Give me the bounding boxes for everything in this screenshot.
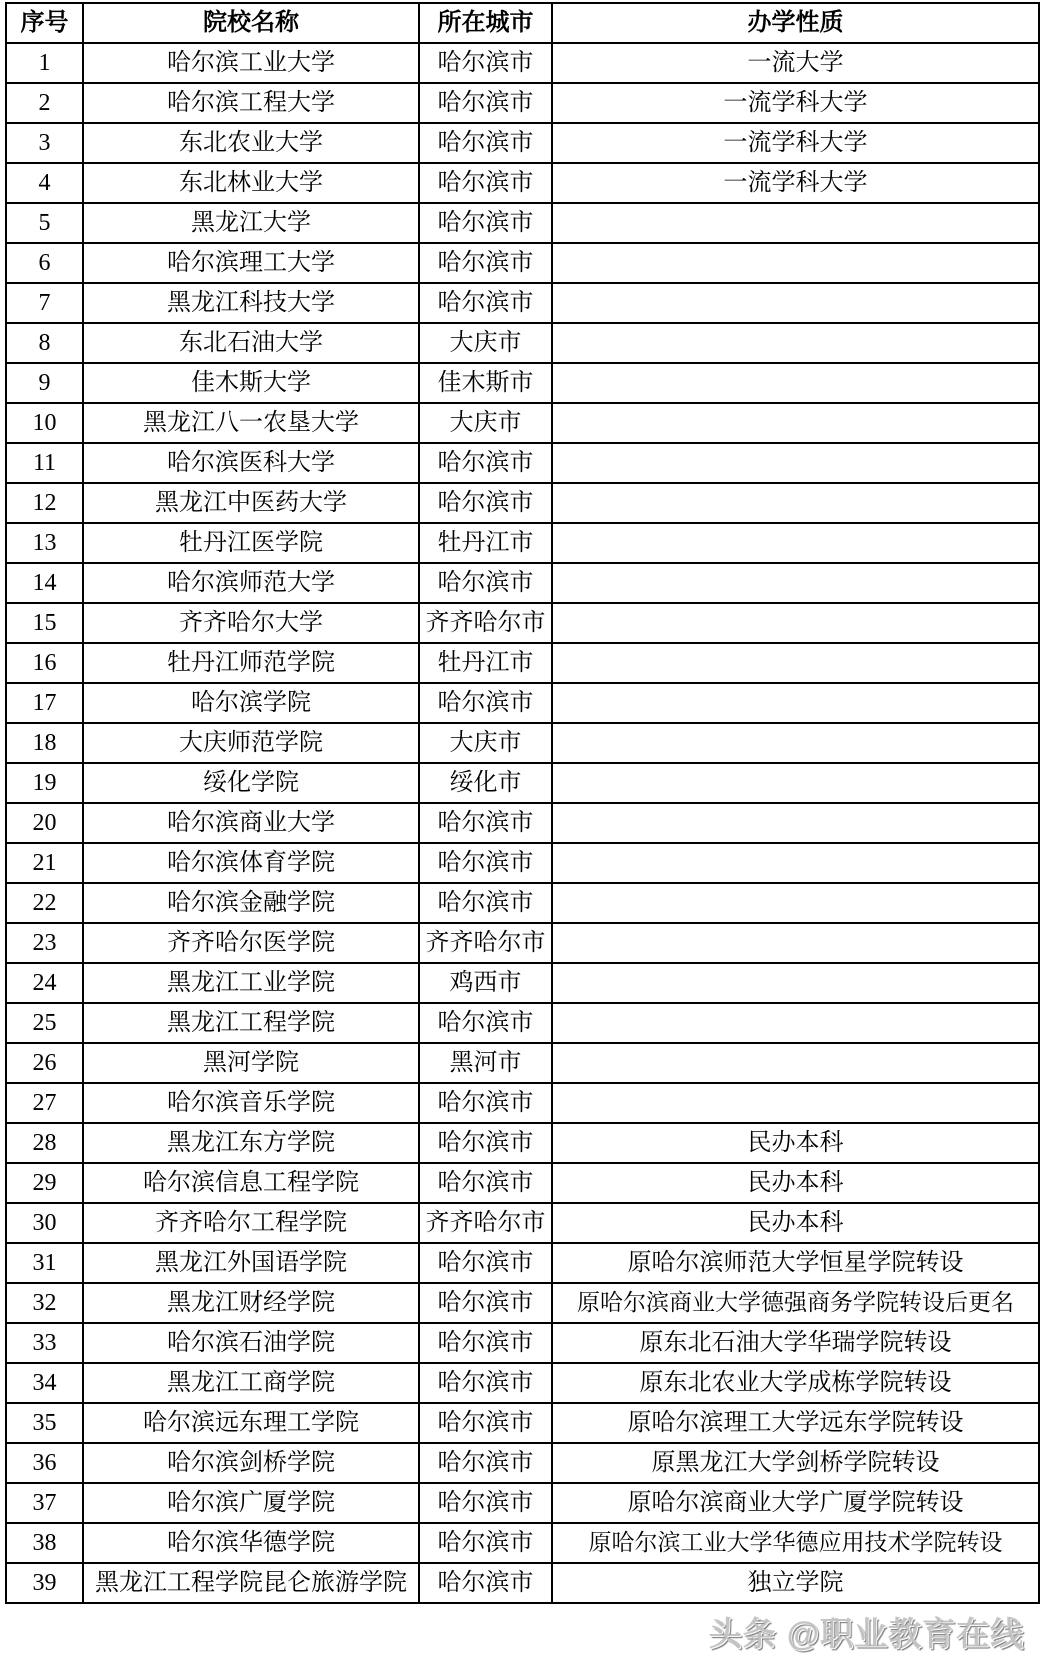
cell-name: 黑龙江外国语学院	[83, 1243, 419, 1283]
cell-no: 1	[6, 43, 83, 83]
cell-city: 哈尔滨市	[419, 1523, 552, 1563]
cell-no: 18	[6, 723, 83, 763]
table-row	[6, 443, 1039, 483]
cell-nature: 原哈尔滨工业大学华德应用技术学院转设	[552, 1523, 1039, 1563]
cell-no: 23	[6, 923, 83, 963]
cell-no: 5	[6, 203, 83, 243]
cell-city: 鸡西市	[419, 963, 552, 1003]
cell-nature: 一流学科大学	[552, 163, 1039, 203]
cell-no: 4	[6, 163, 83, 203]
university-table	[5, 2, 1040, 1604]
cell-name: 绥化学院	[83, 763, 419, 803]
cell-city: 哈尔滨市	[419, 243, 552, 283]
cell-no: 7	[6, 283, 83, 323]
table-row	[6, 1403, 1039, 1443]
table-row	[6, 483, 1039, 523]
cell-city: 牡丹江市	[419, 643, 552, 683]
cell-nature	[552, 1083, 1039, 1123]
header-cell-nature: 办学性质	[552, 3, 1039, 43]
cell-name: 牡丹江师范学院	[83, 643, 419, 683]
table-row	[6, 1523, 1039, 1563]
cell-name: 黑龙江东方学院	[83, 1123, 419, 1163]
cell-no: 35	[6, 1403, 83, 1443]
cell-city: 哈尔滨市	[419, 1123, 552, 1163]
cell-nature: 原哈尔滨理工大学远东学院转设	[552, 1403, 1039, 1443]
cell-no: 15	[6, 603, 83, 643]
cell-no: 8	[6, 323, 83, 363]
table-row	[6, 843, 1039, 883]
cell-nature	[552, 563, 1039, 603]
cell-nature: 民办本科	[552, 1203, 1039, 1243]
cell-city: 哈尔滨市	[419, 43, 552, 83]
table-row	[6, 763, 1039, 803]
cell-no: 34	[6, 1363, 83, 1403]
table-row	[6, 363, 1039, 403]
table-row	[6, 1363, 1039, 1403]
table-row	[6, 1323, 1039, 1363]
table-row	[6, 1243, 1039, 1283]
cell-no: 24	[6, 963, 83, 1003]
header-row	[6, 3, 1039, 43]
cell-no: 36	[6, 1443, 83, 1483]
cell-nature	[552, 883, 1039, 923]
cell-no: 11	[6, 443, 83, 483]
cell-city: 哈尔滨市	[419, 1283, 552, 1323]
cell-no: 21	[6, 843, 83, 883]
table-row	[6, 323, 1039, 363]
cell-city: 哈尔滨市	[419, 163, 552, 203]
table-row	[6, 1483, 1039, 1523]
cell-nature	[552, 523, 1039, 563]
cell-nature: 原黑龙江大学剑桥学院转设	[552, 1443, 1039, 1483]
cell-name: 黑龙江科技大学	[83, 283, 419, 323]
cell-nature	[552, 323, 1039, 363]
cell-nature	[552, 1043, 1039, 1083]
cell-city: 哈尔滨市	[419, 563, 552, 603]
cell-city: 哈尔滨市	[419, 803, 552, 843]
cell-city: 哈尔滨市	[419, 483, 552, 523]
cell-city: 齐齐哈尔市	[419, 603, 552, 643]
table-row	[6, 1163, 1039, 1203]
table-row	[6, 403, 1039, 443]
cell-nature	[552, 723, 1039, 763]
cell-name: 哈尔滨广厦学院	[83, 1483, 419, 1523]
cell-name: 齐齐哈尔大学	[83, 603, 419, 643]
cell-no: 29	[6, 1163, 83, 1203]
cell-name: 黑龙江中医药大学	[83, 483, 419, 523]
table-row	[6, 1043, 1039, 1083]
cell-name: 哈尔滨信息工程学院	[83, 1163, 419, 1203]
cell-name: 哈尔滨商业大学	[83, 803, 419, 843]
cell-nature	[552, 203, 1039, 243]
cell-nature	[552, 683, 1039, 723]
cell-no: 3	[6, 123, 83, 163]
cell-no: 22	[6, 883, 83, 923]
table-row	[6, 683, 1039, 723]
cell-city: 哈尔滨市	[419, 203, 552, 243]
cell-no: 37	[6, 1483, 83, 1523]
cell-city: 哈尔滨市	[419, 683, 552, 723]
cell-no: 9	[6, 363, 83, 403]
cell-no: 12	[6, 483, 83, 523]
cell-name: 哈尔滨远东理工学院	[83, 1403, 419, 1443]
cell-nature	[552, 803, 1039, 843]
cell-city: 哈尔滨市	[419, 843, 552, 883]
cell-name: 黑龙江工程学院	[83, 1003, 419, 1043]
cell-name: 哈尔滨工程大学	[83, 83, 419, 123]
cell-no: 26	[6, 1043, 83, 1083]
cell-name: 齐齐哈尔医学院	[83, 923, 419, 963]
cell-city: 哈尔滨市	[419, 1443, 552, 1483]
cell-no: 16	[6, 643, 83, 683]
cell-city: 哈尔滨市	[419, 283, 552, 323]
cell-no: 25	[6, 1003, 83, 1043]
cell-name: 哈尔滨石油学院	[83, 1323, 419, 1363]
table-row	[6, 963, 1039, 1003]
cell-city: 哈尔滨市	[419, 1403, 552, 1443]
cell-city: 哈尔滨市	[419, 1563, 552, 1603]
cell-name: 哈尔滨音乐学院	[83, 1083, 419, 1123]
cell-name: 东北石油大学	[83, 323, 419, 363]
cell-city: 哈尔滨市	[419, 1323, 552, 1363]
cell-name: 东北林业大学	[83, 163, 419, 203]
cell-no: 31	[6, 1243, 83, 1283]
toutiao-watermark: 头条 @职业教育在线	[708, 1615, 1024, 1652]
table-row	[6, 563, 1039, 603]
cell-city: 哈尔滨市	[419, 1083, 552, 1123]
table-row	[6, 1083, 1039, 1123]
cell-city: 齐齐哈尔市	[419, 1203, 552, 1243]
cell-no: 27	[6, 1083, 83, 1123]
cell-nature	[552, 923, 1039, 963]
table-row	[6, 723, 1039, 763]
cell-no: 2	[6, 83, 83, 123]
table-row	[6, 1283, 1039, 1323]
cell-nature	[552, 643, 1039, 683]
cell-name: 哈尔滨剑桥学院	[83, 1443, 419, 1483]
table-header	[6, 3, 1039, 43]
table-row	[6, 643, 1039, 683]
cell-city: 齐齐哈尔市	[419, 923, 552, 963]
cell-nature	[552, 963, 1039, 1003]
cell-nature	[552, 243, 1039, 283]
table-row	[6, 603, 1039, 643]
header-cell-name: 院校名称	[83, 3, 419, 43]
table-row	[6, 243, 1039, 283]
cell-city: 黑河市	[419, 1043, 552, 1083]
cell-city: 哈尔滨市	[419, 1363, 552, 1403]
table-row	[6, 923, 1039, 963]
cell-city: 哈尔滨市	[419, 883, 552, 923]
cell-city: 绥化市	[419, 763, 552, 803]
cell-name: 黑龙江工商学院	[83, 1363, 419, 1403]
cell-nature	[552, 843, 1039, 883]
table-row	[6, 283, 1039, 323]
cell-nature: 民办本科	[552, 1123, 1039, 1163]
header-cell-no: 序号	[6, 3, 83, 43]
cell-nature	[552, 363, 1039, 403]
cell-nature: 原哈尔滨商业大学德强商务学院转设后更名	[552, 1283, 1039, 1323]
cell-nature: 原东北石油大学华瑞学院转设	[552, 1323, 1039, 1363]
cell-no: 19	[6, 763, 83, 803]
cell-name: 哈尔滨工业大学	[83, 43, 419, 83]
cell-nature: 一流大学	[552, 43, 1039, 83]
cell-name: 黑河学院	[83, 1043, 419, 1083]
table-row	[6, 883, 1039, 923]
cell-nature: 一流学科大学	[552, 83, 1039, 123]
cell-city: 哈尔滨市	[419, 443, 552, 483]
cell-nature	[552, 763, 1039, 803]
cell-no: 17	[6, 683, 83, 723]
cell-nature	[552, 443, 1039, 483]
cell-city: 哈尔滨市	[419, 1483, 552, 1523]
cell-city: 哈尔滨市	[419, 1243, 552, 1283]
cell-city: 哈尔滨市	[419, 1163, 552, 1203]
cell-city: 大庆市	[419, 723, 552, 763]
cell-name: 哈尔滨华德学院	[83, 1523, 419, 1563]
cell-city: 哈尔滨市	[419, 83, 552, 123]
cell-name: 佳木斯大学	[83, 363, 419, 403]
table-row	[6, 523, 1039, 563]
table-row	[6, 83, 1039, 123]
cell-nature: 原哈尔滨师范大学恒星学院转设	[552, 1243, 1039, 1283]
cell-name: 黑龙江工程学院昆仑旅游学院	[83, 1563, 419, 1603]
cell-name: 黑龙江八一农垦大学	[83, 403, 419, 443]
cell-nature: 独立学院	[552, 1563, 1039, 1603]
cell-city: 牡丹江市	[419, 523, 552, 563]
cell-no: 10	[6, 403, 83, 443]
table-row	[6, 1443, 1039, 1483]
cell-nature	[552, 403, 1039, 443]
cell-no: 28	[6, 1123, 83, 1163]
cell-name: 黑龙江大学	[83, 203, 419, 243]
cell-name: 大庆师范学院	[83, 723, 419, 763]
cell-no: 33	[6, 1323, 83, 1363]
cell-no: 32	[6, 1283, 83, 1323]
cell-name: 哈尔滨体育学院	[83, 843, 419, 883]
header-cell-city: 所在城市	[419, 3, 552, 43]
table-row	[6, 163, 1039, 203]
cell-name: 黑龙江工业学院	[83, 963, 419, 1003]
table-row	[6, 1203, 1039, 1243]
table-row	[6, 1563, 1039, 1603]
cell-no: 20	[6, 803, 83, 843]
cell-name: 东北农业大学	[83, 123, 419, 163]
table-row	[6, 803, 1039, 843]
university-table-container	[5, 2, 1038, 1604]
cell-no: 6	[6, 243, 83, 283]
table-row	[6, 123, 1039, 163]
cell-no: 39	[6, 1563, 83, 1603]
cell-name: 哈尔滨金融学院	[83, 883, 419, 923]
table-row	[6, 1123, 1039, 1163]
cell-city: 大庆市	[419, 403, 552, 443]
cell-nature	[552, 483, 1039, 523]
table-row	[6, 203, 1039, 243]
cell-no: 14	[6, 563, 83, 603]
cell-city: 哈尔滨市	[419, 123, 552, 163]
cell-city: 佳木斯市	[419, 363, 552, 403]
cell-name: 哈尔滨医科大学	[83, 443, 419, 483]
cell-nature	[552, 283, 1039, 323]
cell-city: 大庆市	[419, 323, 552, 363]
table-row	[6, 43, 1039, 83]
cell-nature	[552, 603, 1039, 643]
cell-name: 哈尔滨学院	[83, 683, 419, 723]
cell-name: 牡丹江医学院	[83, 523, 419, 563]
cell-name: 黑龙江财经学院	[83, 1283, 419, 1323]
table-row	[6, 1003, 1039, 1043]
table-body	[6, 43, 1039, 1603]
cell-nature	[552, 1003, 1039, 1043]
cell-no: 30	[6, 1203, 83, 1243]
cell-nature: 民办本科	[552, 1163, 1039, 1203]
cell-nature: 原哈尔滨商业大学广厦学院转设	[552, 1483, 1039, 1523]
cell-name: 哈尔滨理工大学	[83, 243, 419, 283]
cell-name: 齐齐哈尔工程学院	[83, 1203, 419, 1243]
cell-nature: 一流学科大学	[552, 123, 1039, 163]
cell-no: 13	[6, 523, 83, 563]
cell-name: 哈尔滨师范大学	[83, 563, 419, 603]
cell-no: 38	[6, 1523, 83, 1563]
cell-nature: 原东北农业大学成栋学院转设	[552, 1363, 1039, 1403]
cell-city: 哈尔滨市	[419, 1003, 552, 1043]
